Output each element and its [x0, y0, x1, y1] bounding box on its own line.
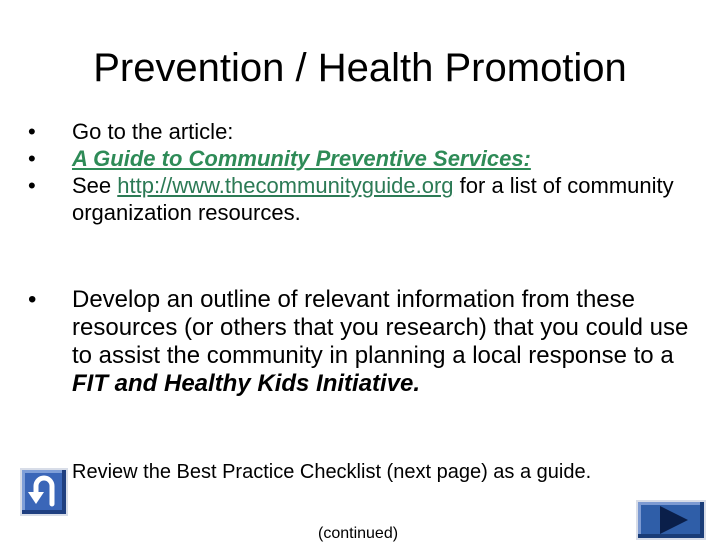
list-item [22, 118, 692, 145]
back-button[interactable] [20, 468, 68, 516]
continued-note: (continued) [318, 525, 399, 542]
bullet-marker: • [28, 119, 36, 144]
next-button[interactable] [636, 500, 706, 540]
initiative-name: FIT and Healthy Kids Initiative. [72, 370, 421, 397]
slide-title: Prevention / Health Promotion [93, 46, 627, 90]
list-item [22, 286, 692, 398]
article-title-link[interactable]: A Guide to Community Preventive Services: [72, 146, 531, 171]
community-guide-link[interactable]: http://www.thecommunityguide.org [117, 173, 454, 198]
bullet-marker: • [28, 146, 36, 171]
list-item-text: See [72, 173, 118, 198]
list-item [22, 172, 692, 226]
play-triangle-icon [638, 502, 704, 538]
bullet-marker: • [28, 173, 36, 198]
bullet-list-article [22, 118, 692, 226]
bullet-list-checklist [22, 460, 642, 484]
bullet-marker: • [28, 286, 37, 313]
bullet-list-outline [22, 286, 692, 398]
list-item [22, 145, 692, 172]
list-item-text: Review the Best Practice Checklist (next page) as a guide. [72, 461, 592, 483]
list-item-text: for a list of community organization resources. [72, 173, 674, 225]
list-item-text: Go to the article: [72, 119, 234, 144]
u-turn-back-arrow-icon [22, 470, 66, 514]
list-item-text: Develop an outline of relevant information from these resources (or others that you research) that you could use to assist the community in planning a local response to a [72, 286, 689, 369]
list-item [22, 460, 642, 484]
